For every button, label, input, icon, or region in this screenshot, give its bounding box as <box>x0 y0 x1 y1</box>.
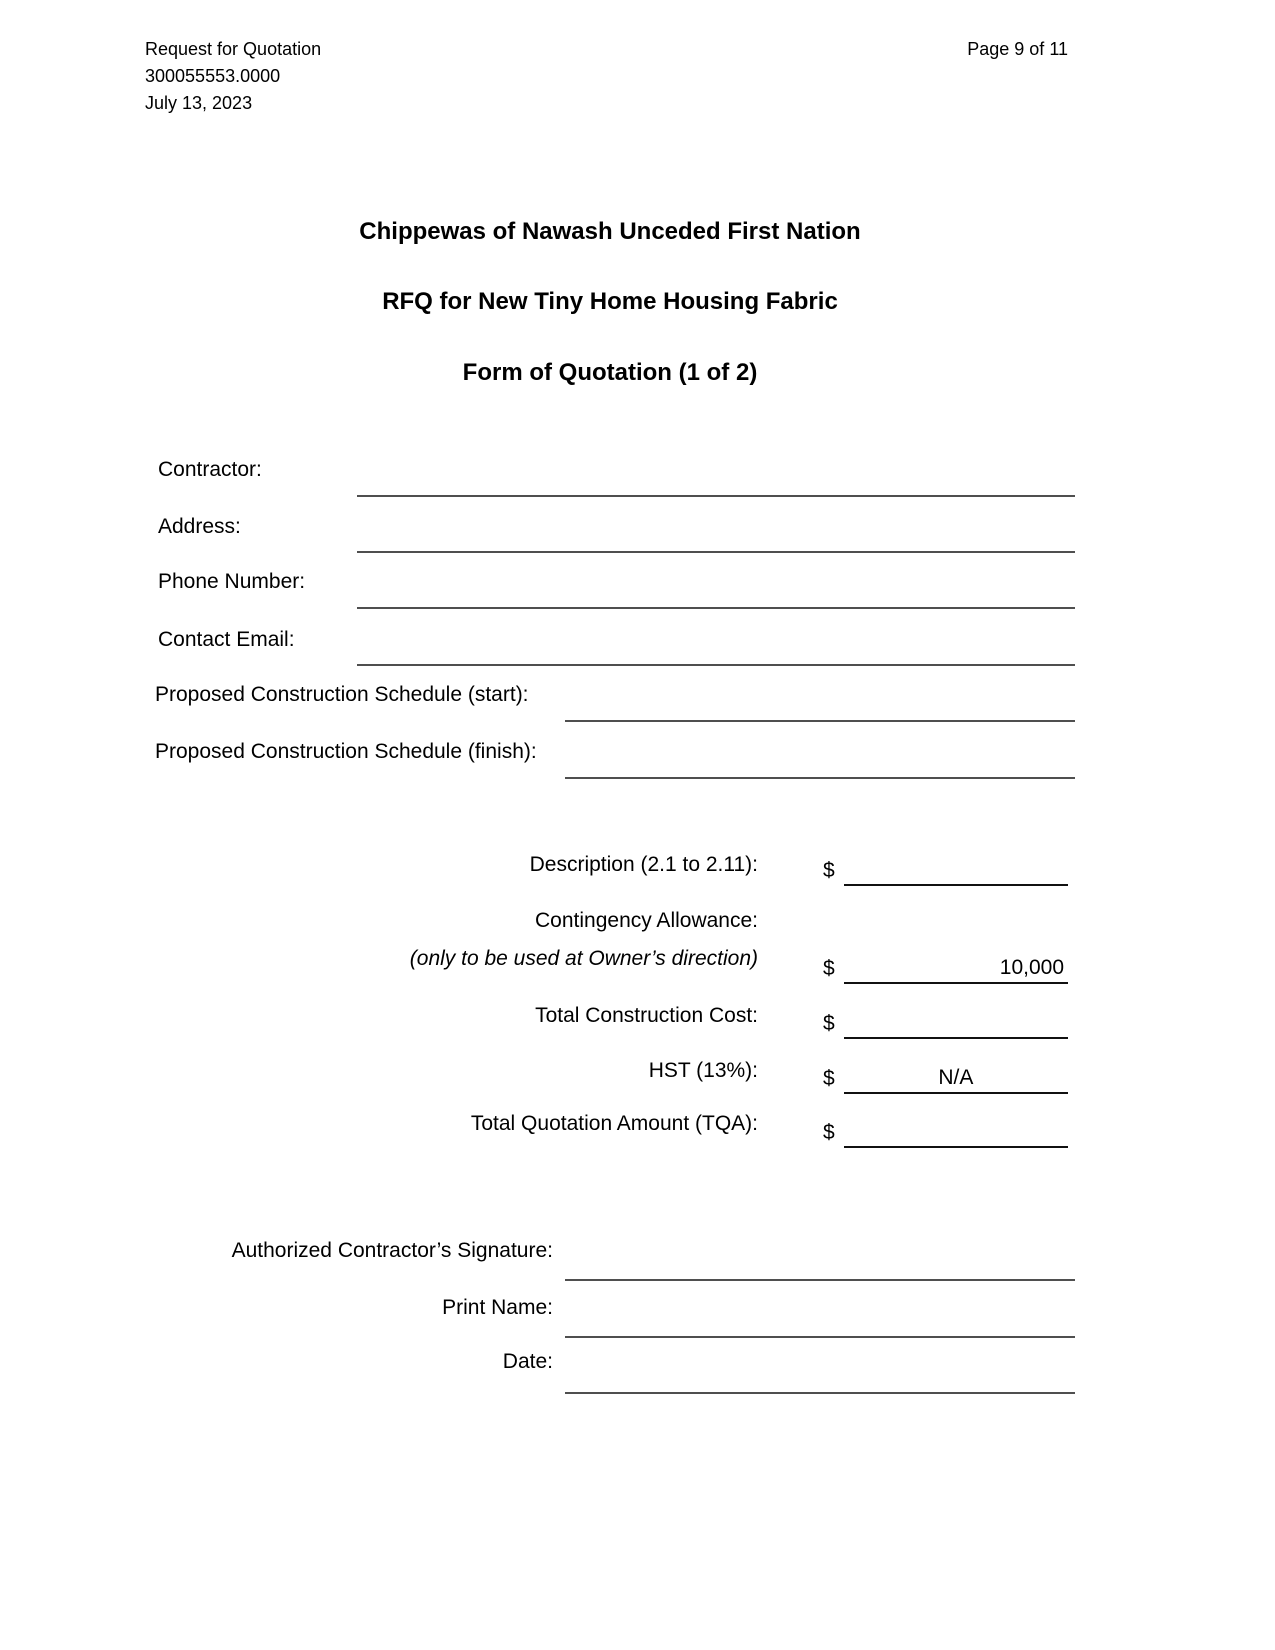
date-label: Date: <box>502 1350 553 1373</box>
dollar-sign: $ <box>823 859 835 882</box>
hst-label: HST (13%): <box>648 1059 758 1082</box>
contingency-label: Contingency Allowance: <box>535 909 758 932</box>
address-fill-line <box>357 551 1075 553</box>
dollar-sign: $ <box>823 1012 835 1035</box>
contingency-amount-row <box>823 956 1068 984</box>
contact-email-label: Contact Email: <box>158 628 295 651</box>
signature-fill-line <box>565 1279 1075 1281</box>
schedule-finish-label: Proposed Construction Schedule (finish): <box>155 740 537 763</box>
print-name-label: Print Name: <box>442 1296 553 1319</box>
dollar-sign: $ <box>823 1121 835 1144</box>
phone-number-label: Phone Number: <box>158 570 306 593</box>
signature-label: Authorized Contractor’s Signature: <box>231 1239 553 1262</box>
total-construction-label: Total Construction Cost: <box>535 1004 758 1027</box>
schedule-start-fill-line <box>565 720 1075 722</box>
dollar-sign: $ <box>823 957 835 980</box>
contingency-note: (only to be used at Owner’s direction) <box>409 947 758 970</box>
total-construction-amount-row <box>823 1011 1068 1039</box>
contractor-label: Contractor: <box>158 458 262 481</box>
document-number: 300055553.0000 <box>145 66 281 86</box>
contractor-fill-line <box>357 495 1075 497</box>
date-fill-line <box>565 1392 1075 1394</box>
dollar-sign: $ <box>823 1067 835 1090</box>
document-date: July 13, 2023 <box>145 93 253 113</box>
phone-number-fill-line <box>357 607 1075 609</box>
schedule-finish-fill-line <box>565 777 1075 779</box>
document-header <box>145 36 321 117</box>
print-name-fill-line <box>565 1336 1075 1338</box>
page-number: Page 9 of 11 <box>967 39 1068 59</box>
address-label: Address: <box>158 515 241 538</box>
description-amount-row <box>823 858 1068 886</box>
description-amount-line <box>844 858 1068 886</box>
total-construction-amount-line <box>844 1011 1068 1039</box>
hst-amount-row <box>823 1066 1068 1094</box>
tqa-amount-line <box>844 1120 1068 1148</box>
description-label: Description (2.1 to 2.11): <box>529 853 758 876</box>
tqa-amount-row <box>823 1120 1068 1148</box>
form-title: Form of Quotation (1 of 2) <box>462 359 758 386</box>
hst-amount-value: N/A <box>844 1066 1068 1094</box>
schedule-start-label: Proposed Construction Schedule (start): <box>155 683 529 706</box>
contingency-amount-value: 10,000 <box>844 956 1068 984</box>
project-title: RFQ for New Tiny Home Housing Fabric <box>382 288 838 315</box>
tqa-label: Total Quotation Amount (TQA): <box>470 1112 758 1135</box>
document-type: Request for Quotation <box>145 39 322 59</box>
organization-title: Chippewas of Nawash Unceded First Nation <box>359 218 861 245</box>
contact-email-fill-line <box>357 664 1075 666</box>
